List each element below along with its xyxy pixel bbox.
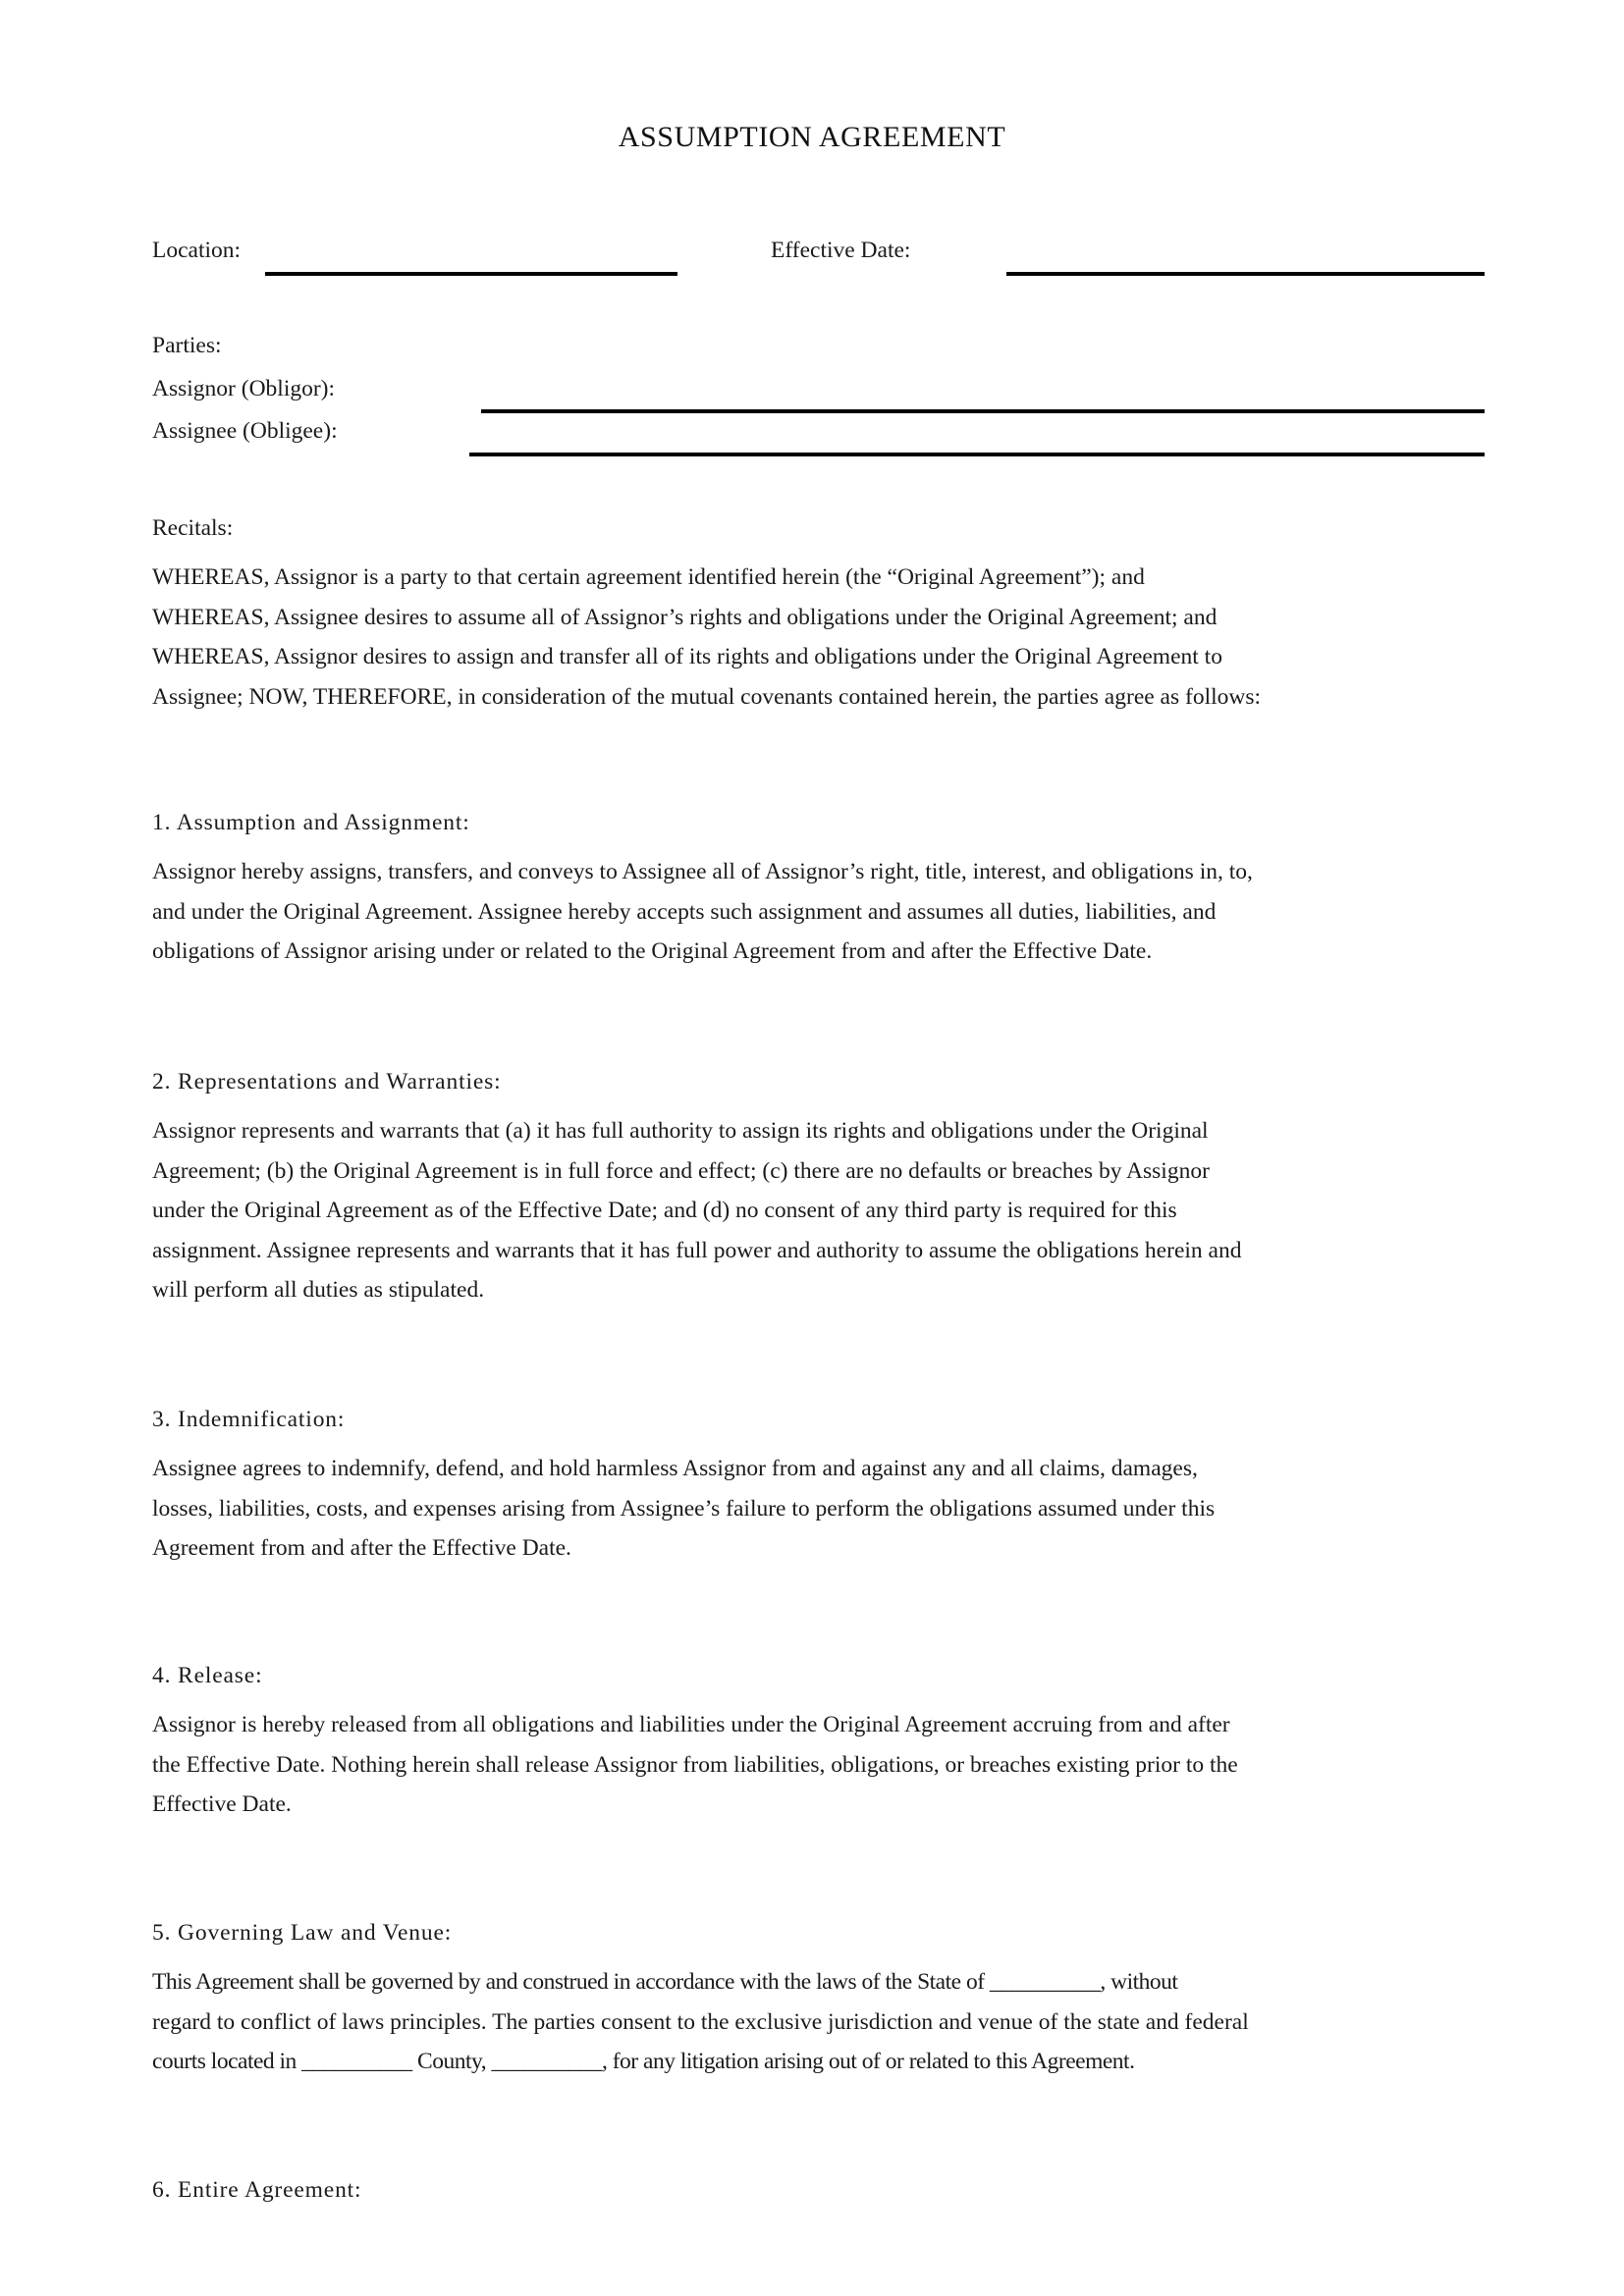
section-2-line: under the Original Agreement as of the Effective Date; and (d) no consent of any third party is required for this: [152, 1198, 1177, 1223]
section-4-line: Effective Date.: [152, 1791, 292, 1817]
recitals-line: WHEREAS, Assignee desires to assume all of Assignor’s rights and obligations under the Original Agreement; and: [152, 604, 1218, 630]
assignee-input-rule[interactable]: [469, 453, 1485, 456]
section-5-line: courts located in __________ County, __________, for any litigation arising out of or related to this Agreement.: [152, 2049, 1135, 2074]
section-6-heading: 6. Entire Agreement:: [152, 2177, 362, 2203]
effective-date-label: Effective Date:: [771, 238, 911, 263]
section-4-line: Assignor is hereby released from all obligations and liabilities under the Original Agreement accruing from and after: [152, 1712, 1230, 1737]
section-2-line: will perform all duties as stipulated.: [152, 1277, 485, 1303]
assignor-input-rule[interactable]: [481, 409, 1485, 413]
section-3-heading: 3. Indemnification:: [152, 1407, 346, 1432]
section-2-line: assignment. Assignee represents and warrants that it has full power and authority to assume the obligations herein and: [152, 1237, 1242, 1263]
assignor-label: Assignor (Obligor):: [152, 376, 336, 401]
section-5-heading: 5. Governing Law and Venue:: [152, 1920, 453, 1946]
page-title: ASSUMPTION AGREEMENT: [618, 121, 1006, 153]
section-1-body: [152, 852, 1486, 972]
section-2-body: [152, 1111, 1486, 1310]
section-3-line: losses, liabilities, costs, and expenses arising from Assignee’s failure to perform the obligations assumed under this: [152, 1495, 1216, 1522]
section-2-line: Agreement; (b) the Original Agreement is in full force and effect; (c) there are no defaults or breaches by Assignor: [152, 1157, 1210, 1184]
recitals-body: [152, 558, 1486, 717]
section-4-line: the Effective Date. Nothing herein shall release Assignor from liabilities, obligations, or breaches existing prior to the: [152, 1751, 1238, 1778]
section-2-line: Assignor represents and warrants that (a) it has full authority to assign its rights and obligations under the Original: [152, 1118, 1209, 1144]
section-1-line: Assignor hereby assigns, transfers, and conveys to Assignee all of Assignor’s right, title, interest, and obligations in, to,: [152, 859, 1253, 884]
recitals-heading: Recitals:: [152, 515, 234, 541]
section-4-body: [152, 1705, 1486, 1825]
section-3-line: Agreement from and after the Effective Date.: [152, 1535, 571, 1561]
section-1-line: and under the Original Agreement. Assignee hereby accepts such assignment and assumes all duties, liabilities, and: [152, 898, 1217, 925]
recitals-line: WHEREAS, Assignor is a party to that certain agreement identified herein (the “Original Agreement”); and: [152, 564, 1145, 590]
section-2-heading: 2. Representations and Warranties:: [152, 1069, 502, 1095]
recitals-line: Assignee; NOW, THEREFORE, in consideration of the mutual covenants contained herein, the parties agree as follows:: [152, 683, 1262, 710]
location-label: Location:: [152, 238, 242, 263]
effective-date-input-rule[interactable]: [1006, 272, 1485, 276]
section-1-heading: 1. Assumption and Assignment:: [152, 810, 470, 835]
section-1-line: obligations of Assignor arising under or related to the Original Agreement from and after the Effective Date.: [152, 938, 1153, 964]
section-4-heading: 4. Release:: [152, 1663, 263, 1688]
section-3-body: [152, 1449, 1486, 1569]
assignee-label: Assignee (Obligee):: [152, 418, 338, 444]
section-5-line: This Agreement shall be governed by and construed in accordance with the laws of the State of __________, without: [152, 1969, 1178, 1995]
section-5-body: [152, 1962, 1486, 2082]
section-3-line: Assignee agrees to indemnify, defend, and hold harmless Assignor from and against any and all claims, damages,: [152, 1456, 1198, 1481]
recitals-line: WHEREAS, Assignor desires to assign and transfer all of its rights and obligations under the Original Agreement to: [152, 644, 1222, 669]
section-5-line: regard to conflict of laws principles. The parties consent to the exclusive jurisdiction and venue of the state and federal: [152, 2008, 1249, 2035]
location-input-rule[interactable]: [265, 272, 677, 276]
parties-heading: Parties:: [152, 333, 222, 358]
